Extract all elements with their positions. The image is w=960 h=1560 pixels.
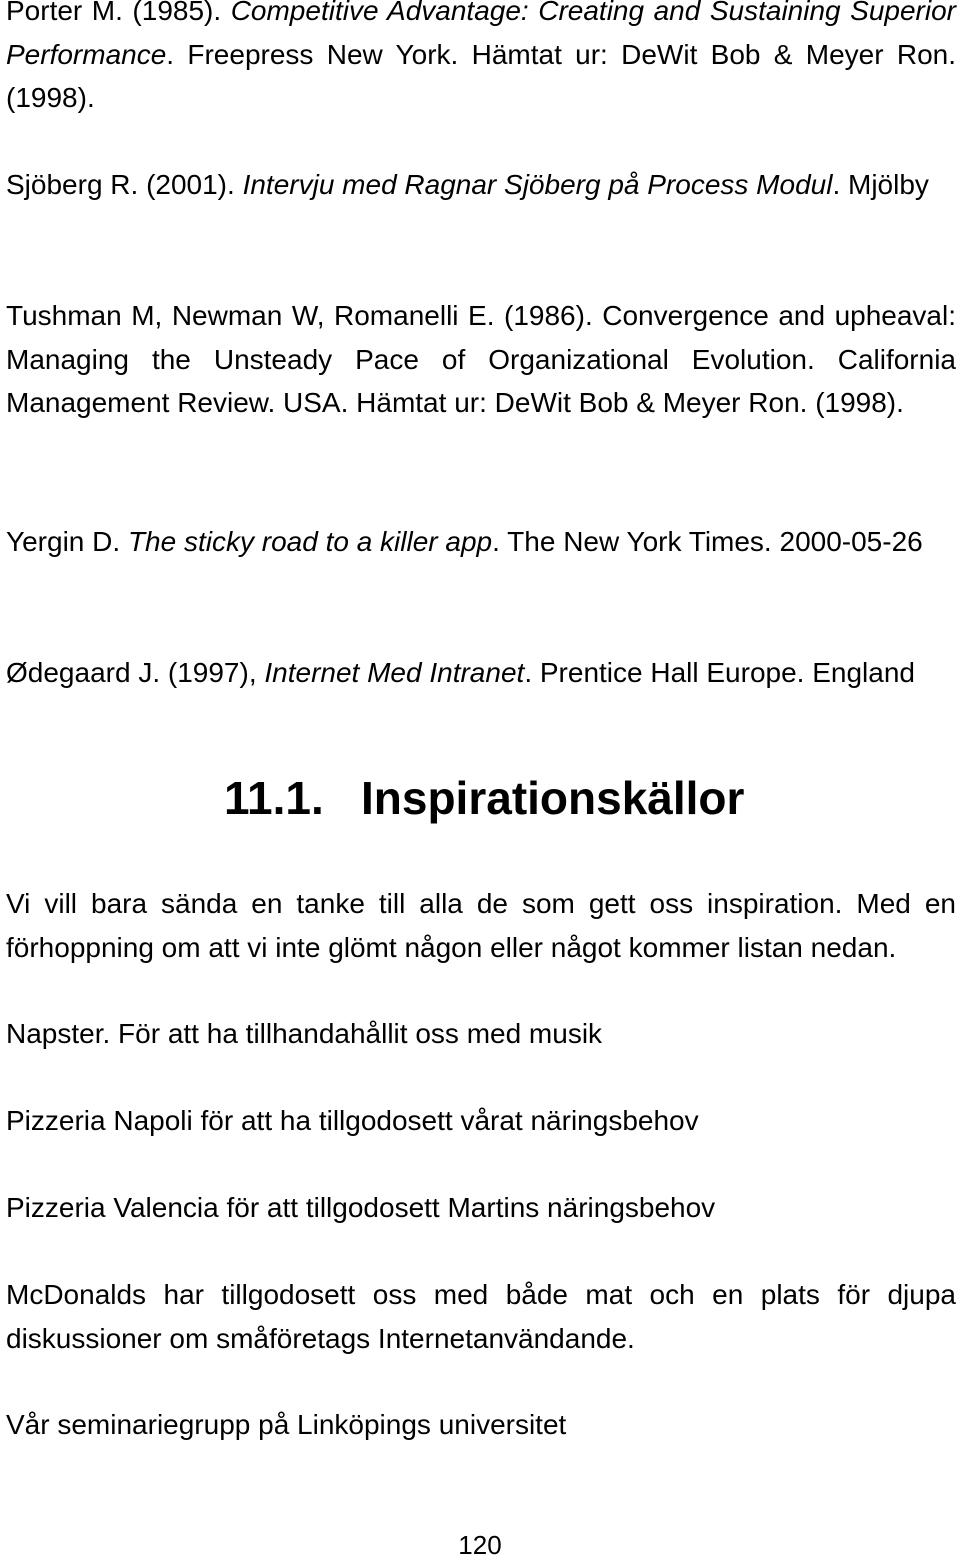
section-intro: Vi vill bara sända en tanke till alla de som gett oss inspiration. Med en förhoppning om att vi inte glömt någon eller något kommer listan nedan. [6,888,956,963]
reference-sjoberg [6,163,946,207]
list-item: Pizzeria Valencia för att tillgodosett Martins näringsbehov [6,1192,716,1223]
reference-source: . Mjölby [832,169,929,200]
reference-text: Tushman M, Newman W, Romanelli E. (1986). Convergence and upheaval: Managing the Unsteady Pace of Organizational Evolution. California Management Review. USA. Hämtat ur: DeWit Bob & Meyer Ron. (1998). [6,300,956,418]
reference-title: Competitive Advantage: Creating and Sustaining Superior Performance [6,0,956,70]
list-item: Napster. För att ha tillhandahållit oss med musik [6,1018,603,1049]
reference-source: . Freepress New York. Hämtat ur: DeWit Bob & Meyer Ron. (1998). [6,38,956,113]
reference-porter [6,0,956,120]
reference-title: Intervju med Ragnar Sjöberg på Process Modul [242,169,833,200]
list-item: Pizzeria Napoli för att ha tillgodosett vårat näringsbehov [6,1105,699,1136]
reference-tushman [6,294,956,425]
reference-title: Internet Med Intranet [264,657,525,688]
reference-odegaard [6,651,956,695]
reference-title: The sticky road to a killer app [127,526,493,557]
section-title: Inspirationskällor [361,772,745,824]
reference-author: Sjöberg R. (2001). [6,169,243,200]
section-heading [224,770,744,826]
reference-author: Yergin D. [6,526,128,557]
list-item: Vår seminariegrupp på Linköpings universitet [6,1409,567,1440]
reference-author: Ødegaard J. (1997), [6,657,265,688]
page-number: 120 [458,1530,502,1560]
list-item: McDonalds har tillgodosett oss med både mat och en plats för djupa diskussioner om småföretags Internetanvändande. [6,1279,956,1354]
reference-source: . Prentice Hall Europe. England [524,657,915,688]
reference-author: Porter M. (1985). [6,0,231,26]
reference-source: . The New York Times. 2000-05-26 [492,526,923,557]
reference-yergin [6,520,956,564]
section-number: 11.1. [224,772,324,824]
